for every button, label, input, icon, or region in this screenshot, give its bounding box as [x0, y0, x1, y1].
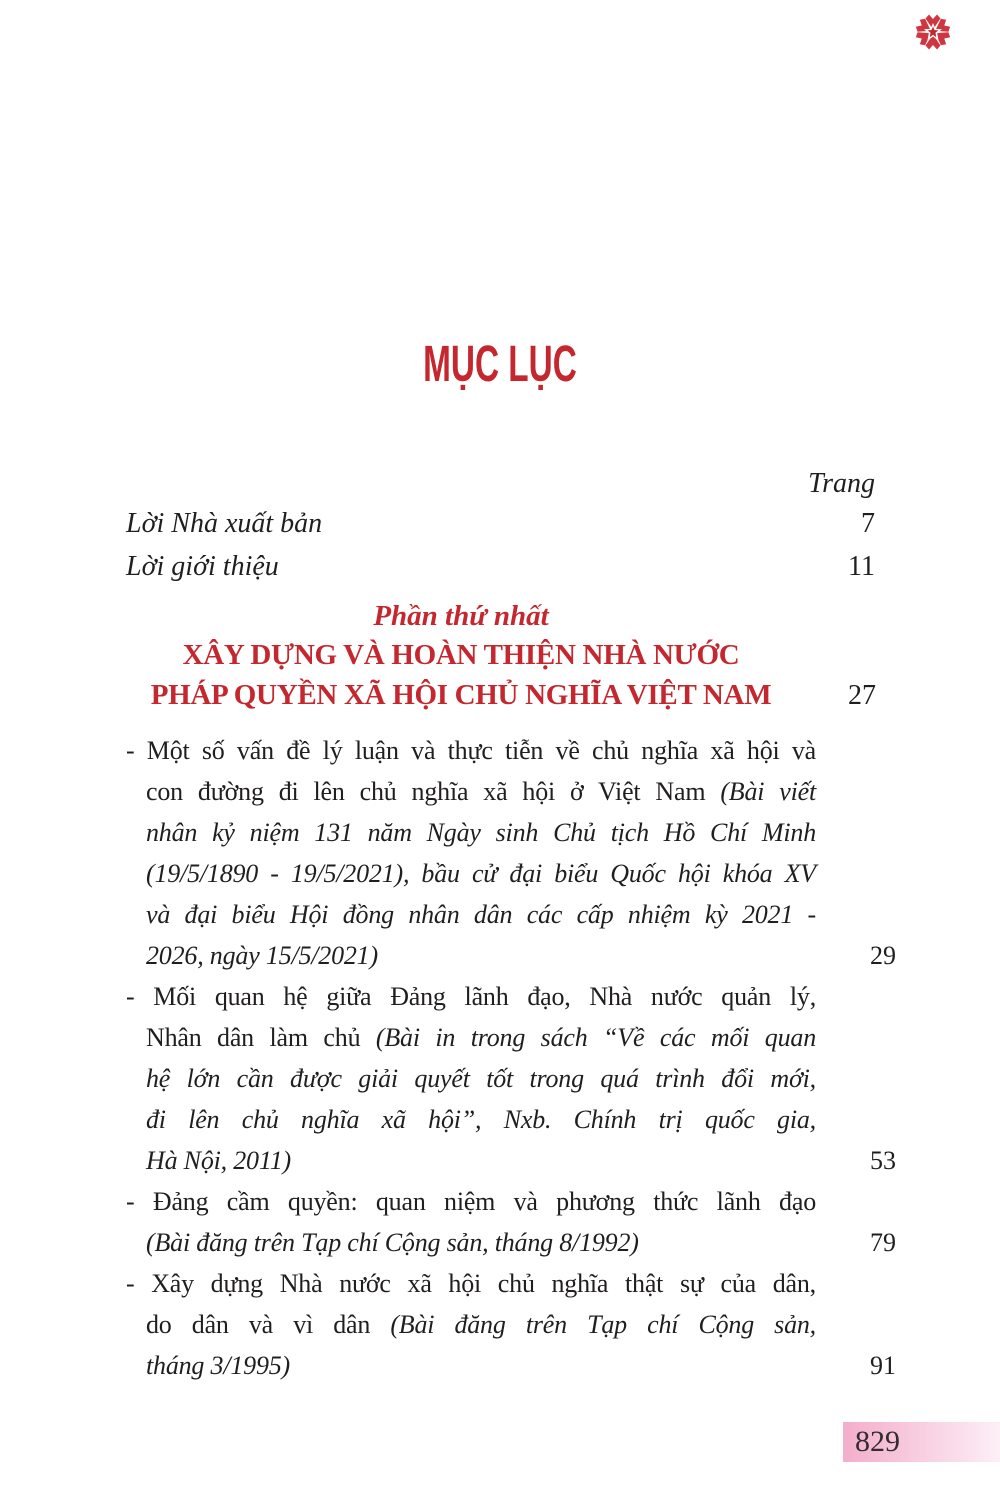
toc-line-text: - Xây dựng Nhà nước xã hội chủ nghĩa thật sự của dân,: [126, 1269, 816, 1298]
part-heading: [126, 597, 876, 715]
toc-line: [126, 853, 816, 894]
page-column-header: Trang: [808, 468, 875, 499]
flower-star-icon: [913, 12, 953, 52]
part-kicker: Phần thứ nhất: [373, 600, 549, 632]
toc-entry-list: [126, 730, 896, 1386]
toc-line: [126, 1345, 896, 1386]
toc-line-text: do dân và vì dân: [146, 1310, 391, 1339]
folio-band: [843, 1422, 1000, 1462]
toc-line: [126, 935, 896, 976]
toc-page-number: 79: [870, 1228, 896, 1257]
toc-line-text: - Một số vấn đề lý luận và thực tiễn về chủ nghĩa xã hội và: [126, 736, 816, 765]
toc-line: [126, 1181, 816, 1222]
toc-page-number: 91: [870, 1351, 896, 1380]
toc-line-citation-text: (Bài in trong sách “Về các mối quan: [375, 1023, 816, 1052]
toc-line: [126, 730, 816, 771]
toc-line-citation-text: (Bài viết: [720, 777, 816, 806]
toc-entry-page: 7: [861, 508, 875, 539]
part-title-line2: PHÁP QUYỀN XÃ HỘI CHỦ NGHĨA VIỆT NAM: [150, 679, 772, 711]
toc-line: [126, 1222, 896, 1263]
toc-line-text: con đường đi lên chủ nghĩa xã hội ở Việt Nam: [146, 777, 721, 806]
toc-line-citation-text: Hà Nội, 2011): [146, 1146, 291, 1175]
toc-line: [126, 771, 816, 812]
toc-entry-label: Lời giới thiệu: [126, 551, 279, 582]
toc-line: [126, 976, 816, 1017]
toc-entry-page: 11: [848, 551, 875, 582]
toc-line-text: - Mối quan hệ giữa Đảng lãnh đạo, Nhà nước quản lý,: [126, 982, 816, 1011]
toc-line: [126, 1140, 896, 1181]
toc-entry-front: [126, 502, 875, 545]
toc-entry-label: Lời Nhà xuất bản: [126, 508, 323, 539]
toc-line-citation-text: tháng 3/1995): [146, 1351, 291, 1380]
toc-line: [126, 812, 816, 853]
toc-line: [126, 1304, 816, 1345]
toc-line: [126, 1017, 816, 1058]
toc-page-number: 53: [870, 1146, 896, 1175]
toc-line-citation-text: (Bài đăng trên Tạp chí Cộng sản, tháng 8/1992): [146, 1228, 639, 1257]
page-title: MỤC LỤC: [423, 335, 577, 393]
toc-line-text: - Đảng cầm quyền: quan niệm và phương thức lãnh đạo: [126, 1187, 816, 1216]
toc-line-citation-text: và đại biểu Hội đồng nhân dân các cấp nhiệm kỳ 2021 -: [146, 900, 816, 929]
toc-line-citation-text: (19/5/1890 - 19/5/2021), bầu cử đại biểu Quốc hội khóa XV: [146, 859, 816, 888]
toc-entry-front: [126, 545, 875, 588]
toc-line-citation-text: hệ lớn cần được giải quyết tốt trong quá trình đổi mới,: [146, 1064, 816, 1093]
part-page-number: 27: [848, 680, 876, 711]
toc-line: [126, 894, 816, 935]
book-page-number: 829: [855, 1425, 900, 1458]
toc-line-text: Nhân dân làm chủ: [146, 1023, 376, 1052]
toc-line: [126, 1058, 816, 1099]
toc-line: [126, 1263, 816, 1304]
toc-line-citation-text: 2026, ngày 15/5/2021): [146, 941, 378, 970]
toc-line-citation-text: nhân kỷ niệm 131 năm Ngày sinh Chủ tịch Hồ Chí Minh: [146, 818, 816, 847]
toc-line-citation-text: đi lên chủ nghĩa xã hội”, Nxb. Chính trị quốc gia,: [146, 1105, 816, 1134]
toc-line-citation-text: (Bài đăng trên Tạp chí Cộng sản,: [390, 1310, 816, 1339]
toc-page-number: 29: [870, 941, 896, 970]
part-title-line1: XÂY DỰNG VÀ HOÀN THIỆN NHÀ NƯỚC: [182, 639, 740, 671]
toc-line: [126, 1099, 816, 1140]
